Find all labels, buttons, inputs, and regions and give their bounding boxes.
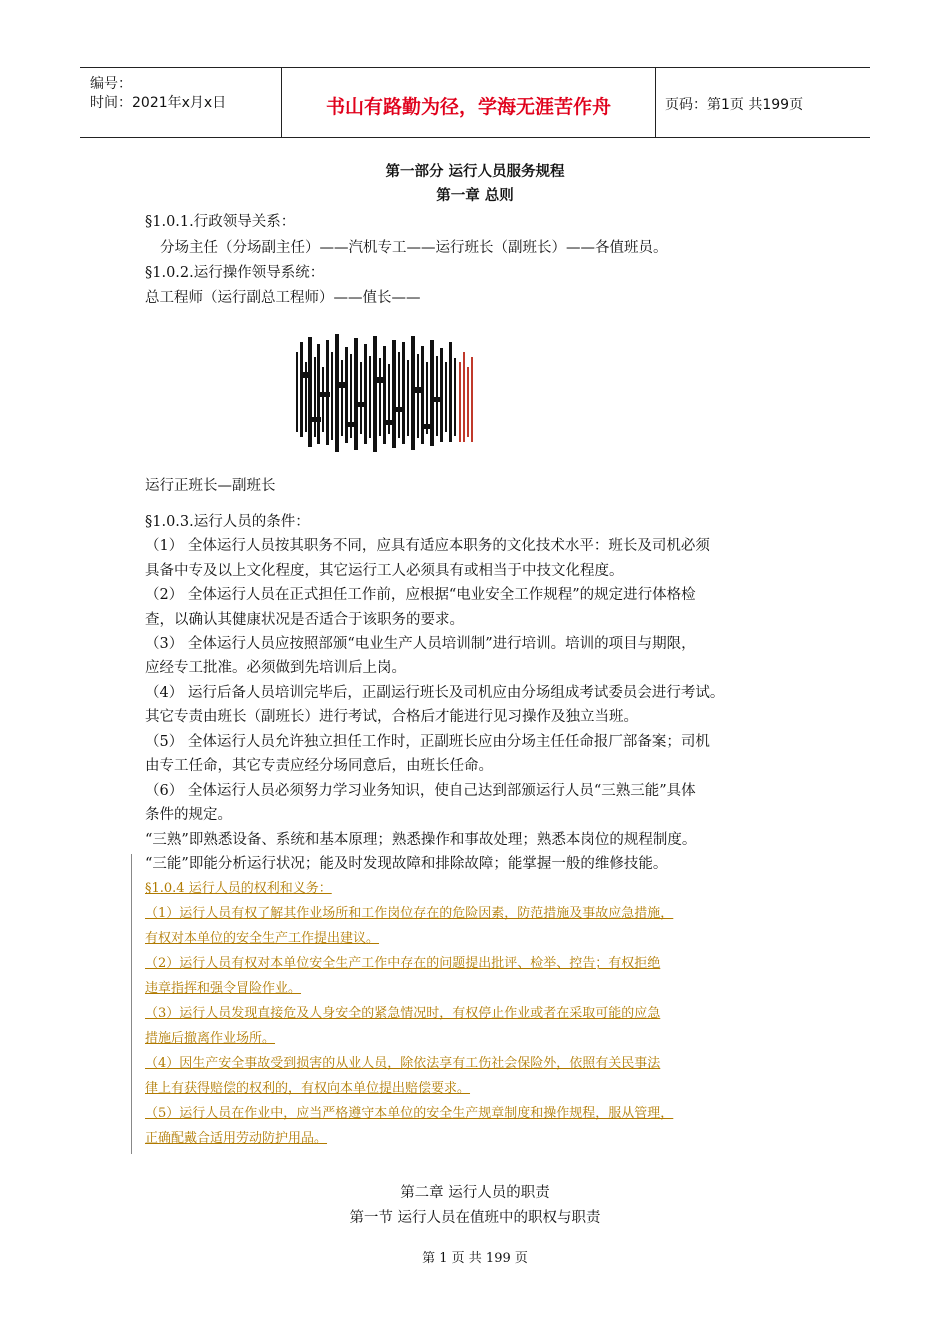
chapter-2-title: 第二章 运行人员的职责 [400,1185,550,1201]
header-motto-cell [281,68,656,137]
three-familiar-text: “三熟”即熟悉设备、系统和基本原理；熟悉操作和事故处理；熟悉本岗位的规程制度。 [145,832,697,848]
chapter-2-section-1-title: 第一节 运行人员在值班中的职权与职责 [349,1210,601,1226]
condition-6-line-2: 条件的规定。 [145,807,232,823]
condition-1-line-1: （1） 全体运行人员按其职务不同，应具有适应本职务的文化技术水平：班长及司机必须 [145,538,710,554]
condition-3-line-1: （3） 全体运行人员应按照部颁“电业生产人员培训制”进行培训。培训的项目与期限， [145,636,696,652]
operation-chain-text: 总工程师（运行副总工程师）——值长—— [145,290,421,306]
condition-3-line-2: 应经专工批准。必须做到先培训后上岗。 [145,660,406,676]
page-footer: 第 1 页 共 199 页 [422,1251,528,1266]
condition-5-line-1: （5） 全体运行人员允许独立担任工作时，正副班长应由分场主任任命报厂部备案；司机 [145,734,710,750]
right-4-line-2: 律上有获得赔偿的权利的，有权向本单位提出赔偿要求。 [145,1081,471,1096]
part-title: 第一部分 运行人员服务规程 [385,163,565,180]
condition-1-line-2: 具备中专及以上文化程度，其它运行工人必须具有或相当于中技文化程度。 [145,563,624,579]
right-1-line-2: 有权对本单位的安全生产工作提出建议。 [145,931,380,946]
right-3-line-2: 措施后撤离作业场所。 [145,1031,276,1046]
right-2-line-2: 违章指挥和强令冒险作业。 [145,981,302,996]
section-1-0-1-title: §1.0.1.行政领导关系： [145,214,296,230]
right-3-line-1: （3）运行人员发现直接危及人身安全的紧急情况时，有权停止作业或者在采取可能的应急 [145,1006,661,1021]
chapter-title: 第一章 总则 [436,187,514,204]
condition-2-line-1: （2） 全体运行人员在正式担任工作前，应根据“电业安全工作规程”的规定进行体格检 [145,587,696,603]
document-date: 时间：2021年x月x日 [90,95,227,111]
admin-chain-text: 分场主任（分场副主任）——汽机专工——运行班长（副班长）——各值班员。 [160,240,668,256]
three-abilities-text: “三能”即能分析运行状况；能及时发现故障和排除故障；能掌握一般的维修技能。 [145,856,668,872]
condition-6-line-1: （6） 全体运行人员必须努力学习业务知识，使自己达到部颁运行人员“三熟三能”具体 [145,783,696,799]
condition-4-line-1: （4） 运行后备人员培训完毕后，正副运行班长及司机应由分场组成考试委员会进行考试。 [145,685,725,701]
right-5-line-2: 正确配戴合适用劳动防护用品。 [145,1131,328,1146]
condition-5-line-2: 由专工任命，其它专责应经分场同意后，由班长任命。 [145,758,493,774]
condition-2-line-2: 查，以确认其健康状况是否适合于该职务的要求。 [145,612,464,628]
header-page-cell [655,68,870,137]
section-1-0-4-title: §1.0.4 运行人员的权利和义务： [145,881,332,896]
right-2-line-1: （2）运行人员有权对本单位安全生产工作中存在的问题提出批评、检举、控告；有权拒绝 [145,956,661,971]
right-4-line-1: （4）因生产安全事故受到损害的从业人员，除依法享有工伤社会保险外，依照有关民事法 [145,1056,661,1071]
right-5-line-1: （5）运行人员在作业中，应当严格遵守本单位的安全生产规章制度和操作规程，服从管理， [145,1106,674,1121]
right-1-line-1: （1）运行人员有权了解其作业场所和工作岗位存在的危险因素，防范措施及事故应急措施， [145,906,674,921]
garbled-text-image [296,332,474,458]
document-header [80,67,870,138]
section-1-0-2-title: §1.0.2.运行操作领导系统： [145,265,325,281]
header-page-info: 页码：第1页 共199页 [665,97,804,113]
operation-chain-tail: 运行正班长—副班长 [145,478,276,494]
section-1-0-3-title: §1.0.3.运行人员的条件： [145,514,310,530]
revision-bar [131,854,132,1154]
condition-4-line-2: 其它专责由班长（副班长）进行考试，合格后才能进行见习操作及独立当班。 [145,709,638,725]
header-motto: 书山有路勤为径，学海无涯苦作舟 [325,96,611,118]
document-id-label: 编号： [90,76,132,92]
header-meta-cell [80,68,280,137]
